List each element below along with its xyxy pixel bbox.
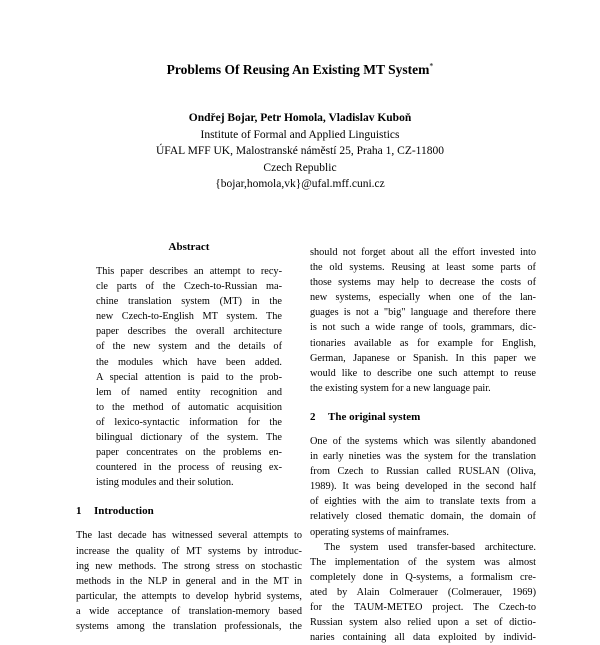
section-2-para-2 [310,540,536,645]
body-line: of eighties with the aim to translate texts from a [310,496,536,508]
author-names: Ondřej Bojar, Petr Homola, Vladislav Kuboň [188,112,412,124]
body-line: The implementation of the system was almost [310,556,536,568]
body-line: new systems, especially when one of the lan- [310,292,536,304]
body-line: One of the systems which was silently abandoned [310,435,536,447]
abstract-line: new Czech-to-English MT system. The [96,311,282,323]
section-number: 2 [310,410,316,423]
body-line: The system used transfer-based architecture. [324,541,536,553]
body-line: tionaries available as for example for English, [310,337,536,349]
paper-title [0,62,600,78]
body-line: ated by Alain Colmerauer (Colmerauer, 1969) [310,586,536,598]
abstract-line: the modules which have been added. [96,356,282,368]
section-1-heading [76,504,302,519]
paper-title-text: Problems Of Reusing An Existing MT System [166,62,430,77]
abstract-line: paper describes the overall architecture [96,326,282,338]
abstract-line: chine translation system (MT) in the [96,296,282,308]
abstract-body [76,264,302,490]
body-line: the existing system for a new language pair. [310,382,491,394]
body-line: operating systems of mainframes. [310,526,449,538]
body-line: from Czech to Russian called RUSLAN (Oliva, [310,466,536,478]
abstract-line: lem of named entity recognition and [96,386,282,398]
body-line: The last decade has witnessed several attempts to [76,530,302,542]
body-line: relatively closed thematic domain, the domain of [310,511,536,523]
body-line: methods in the NLP in general and in the MT in [76,575,302,587]
body-line: completely done in Q-systems, a formalism cre- [310,571,536,583]
affiliation-line: ÚFAL MFF UK, Malostranské náměstí 25, Praha 1, CZ-11800 [155,145,444,157]
body-line: Russian system also relied upon a set of dictio- [310,617,536,629]
body-line: should not forget about all the effort invested into [310,247,536,258]
section-2-heading [310,410,536,425]
section-2-para-1 [310,434,536,540]
abstract-line: to the method of automatic acquisition [96,401,282,413]
body-line: ing new methods. The strong stress on stochastic [76,560,302,572]
body-line: guages is not a "big" language and therefore there [310,307,536,319]
left-column [76,240,302,634]
abstract-line: of the new system and the details of [96,341,282,353]
abstract-heading: Abstract [168,241,210,253]
body-line: a wide acceptance of translation-memory based [76,605,302,617]
section-title: The original system [328,410,421,423]
body-line: particular, the attempts to develop hybrid systems, [76,590,302,602]
body-line: is not such a wide range of tools, grammars, dic- [310,322,536,334]
abstract-line: A special attention is paid to the prob- [96,371,282,383]
abstract-line: countered in the process of reusing ex- [96,462,282,474]
body-line: naries containing all data exploited by individ- [310,632,536,644]
section-title: Introduction [94,505,154,518]
abstract-line: cle parts of the Czech-to-Russian ma- [96,281,282,293]
body-line: the old systems. Reusing at least some parts of [310,262,536,274]
author-block [0,110,600,193]
body-line: would like to describe one such attempt to reuse [310,367,536,379]
abstract-line: paper concentrates on the problems en- [96,447,282,459]
body-line: for the TAUM-METEO project. The Czech-to [310,601,536,613]
body-line: those systems may help to decrease the costs of [310,277,536,289]
affiliation-line: Institute of Formal and Applied Linguistics [200,128,400,141]
abstract-line: isting modules and their solution. [96,477,234,489]
abstract-line: bilingual dictionary of the system. The [96,432,282,444]
affiliation-line: Czech Republic [263,161,337,174]
abstract-line: This paper describes an attempt to recy- [96,266,282,277]
right-column [310,245,536,645]
body-line: systems among the translation professionals, the [76,620,302,632]
body-line: increase the quality of MT systems by introduc- [76,545,302,557]
abstract-line: of lexico-syntactic information for the [96,416,282,428]
body-line: 1989). It was being developed in the second half [310,481,536,493]
body-line: German, Japanese or Spanish. In this paper we [310,352,536,364]
body-line: in early nineties was the system for the translation [310,451,536,463]
title-footnote-mark: * [429,61,434,71]
section-1-body [76,528,302,634]
intro-continuation [310,245,536,396]
author-emails: {bojar,homola,vk}@ufal.mff.cuni.cz [215,178,385,190]
section-number: 1 [76,505,82,518]
